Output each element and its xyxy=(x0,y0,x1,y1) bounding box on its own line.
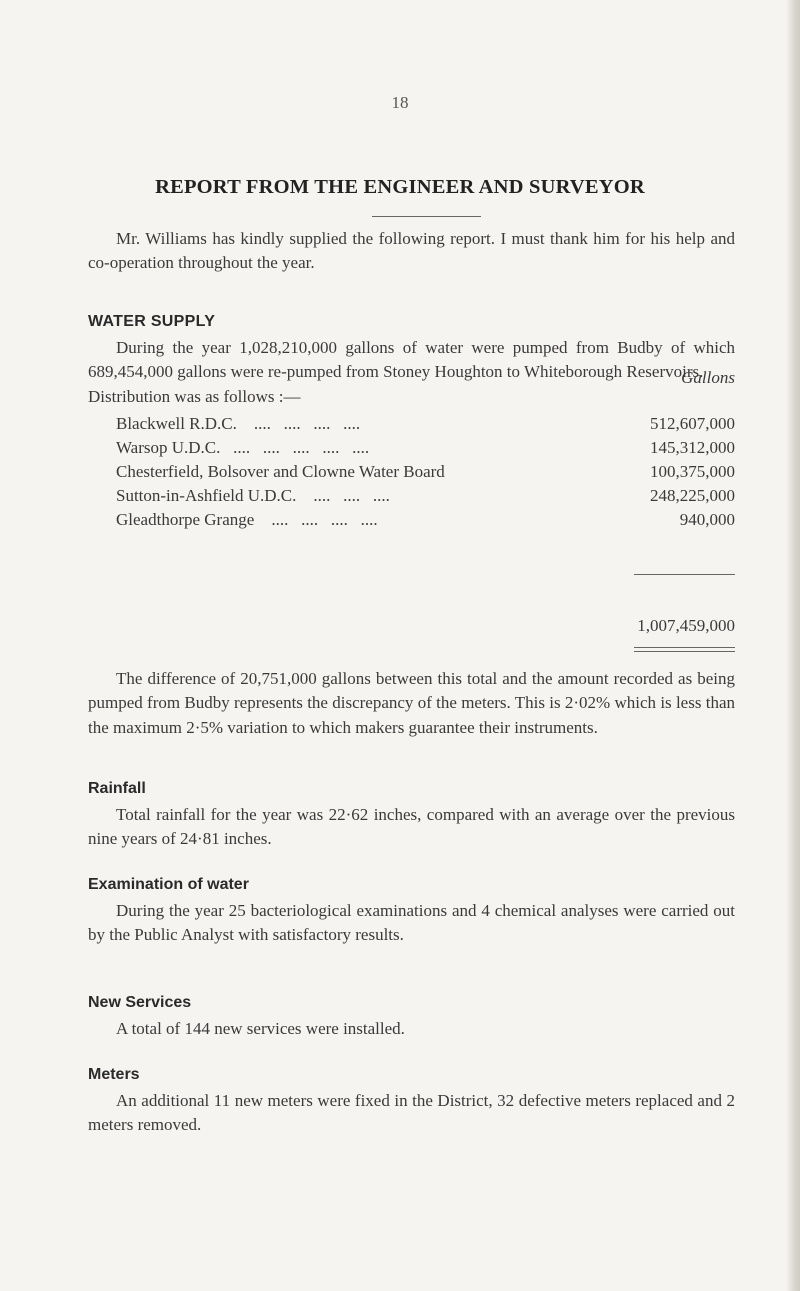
discrepancy-paragraph: The difference of 20,751,000 gallons between this total and the amount recorded as being pumped from Budby represents the discrepancy of the meters. This is 2·02% which is less than the maximum 2·5% variation to which makers guarantee their instruments. xyxy=(88,669,735,737)
distribution-name: Warsop U.D.C. xyxy=(116,438,221,457)
dot-leader: .... .... .... .... xyxy=(253,414,361,433)
gallons-column-header: Gallons xyxy=(681,368,735,387)
total-double-rule-top xyxy=(634,647,735,648)
meters-heading: Meters xyxy=(88,1066,140,1083)
distribution-intro xyxy=(88,385,735,409)
distribution-name: Gleadthorpe Grange xyxy=(116,510,255,529)
water-supply-heading: WATER SUPPLY xyxy=(88,313,216,330)
distribution-amount: 512,607,000 xyxy=(650,414,735,433)
distribution-name: Chesterfield, Bolsover and Clowne Water Board xyxy=(116,462,445,481)
title-divider xyxy=(372,216,481,217)
rainfall-paragraph: Total rainfall for the year was 22·62 inches, compared with an average over the previous nine years of 24·81 inches. xyxy=(88,805,735,849)
page-number: 18 xyxy=(391,93,409,112)
distribution-amount: 248,225,000 xyxy=(650,486,735,505)
distribution-amount: 145,312,000 xyxy=(650,438,735,457)
new-services-heading: New Services xyxy=(88,994,192,1011)
distribution-name: Sutton-in-Ashfield U.D.C. xyxy=(116,486,297,505)
meters-paragraph: An additional 11 new meters were fixed in the District, 32 defective meters replaced and 2 meters removed. xyxy=(88,1091,735,1135)
distribution-name: Blackwell R.D.C. xyxy=(116,414,237,433)
rainfall-heading: Rainfall xyxy=(88,780,146,797)
total-double-rule-bottom xyxy=(634,651,735,652)
dot-leader: .... .... .... .... xyxy=(271,510,378,529)
intro-paragraph: Mr. Williams has kindly supplied the following report. I must thank him for his help and co-operation throughout the year. xyxy=(88,229,735,273)
report-title: REPORT FROM THE ENGINEER AND SURVEYOR xyxy=(155,176,645,198)
distribution-label: Distribution was as follows :— xyxy=(88,387,301,406)
examination-paragraph: During the year 25 bacteriological examinations and 4 chemical analyses were carried out by the Public Analyst with satisfactory results. xyxy=(88,901,735,945)
water-supply-paragraph: During the year 1,028,210,000 gallons of water were pumped from Budby of which 689,454,000 gallons were re-pumped from Stoney Houghton to Whiteborough Reservoirs. xyxy=(88,338,735,382)
distribution-amount: 100,375,000 xyxy=(650,462,735,481)
dot-leader: .... .... .... .... .... xyxy=(233,438,370,457)
dot-leader: .... .... .... xyxy=(313,486,390,505)
examination-heading: Examination of water xyxy=(88,876,249,893)
distribution-amount: 940,000 xyxy=(679,510,735,529)
subtotal-rule xyxy=(634,574,735,575)
new-services-paragraph: A total of 144 new services were installed. xyxy=(116,1019,405,1038)
distribution-total: 1,007,459,000 xyxy=(637,616,735,635)
